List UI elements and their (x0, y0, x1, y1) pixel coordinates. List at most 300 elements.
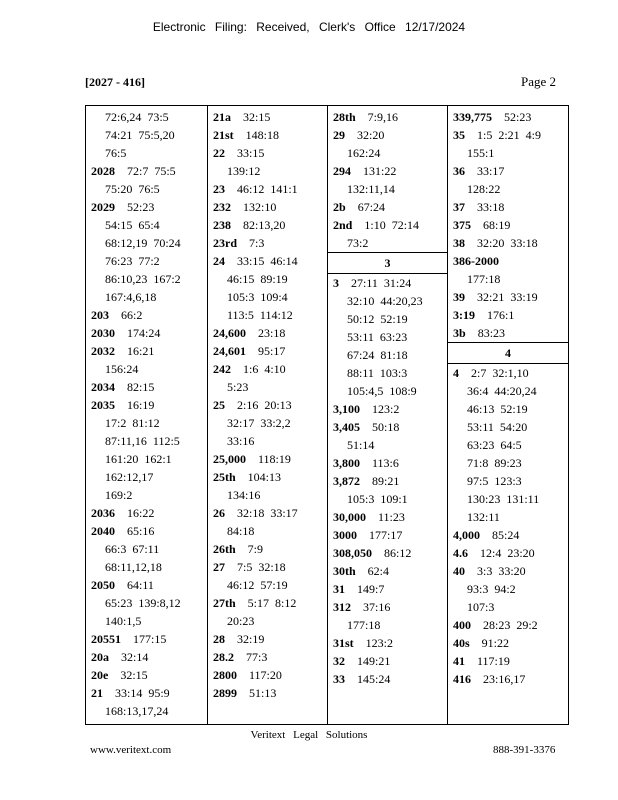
index-term: 416 (453, 672, 471, 686)
footer-phone: 888-391-3376 (493, 744, 556, 756)
index-continuation (91, 288, 207, 306)
index-continuation (213, 414, 327, 432)
index-term: 3,405 (333, 420, 360, 434)
page-line-refs: 63:23 64:5 (467, 438, 522, 452)
index-term: 294 (333, 164, 351, 178)
index-entry (213, 144, 327, 162)
page-line-refs: 33:14 95:9 (115, 686, 170, 700)
index-continuation (453, 472, 568, 490)
index-term: 29 (333, 128, 345, 142)
index-entry (453, 126, 568, 144)
page-line-refs: 177:18 (467, 272, 501, 286)
page-line-refs: 85:24 (492, 528, 520, 542)
index-continuation (333, 490, 447, 508)
page-line-refs: 65:16 (127, 524, 155, 538)
page-line-refs: 66:2 (121, 308, 143, 322)
index-entry (333, 652, 447, 670)
index-term: 22 (213, 146, 225, 160)
page-line-refs: 28:23 29:2 (483, 618, 538, 632)
index-entry (91, 162, 207, 180)
index-entry (333, 598, 447, 616)
index-continuation (333, 364, 447, 382)
page-line-refs: 83:23 (477, 326, 506, 340)
page-line-refs: 105:3 109:4 (227, 290, 288, 304)
index-continuation (213, 612, 327, 630)
index-term: 21st (213, 128, 234, 142)
page-line-refs: 5:17 8:12 (247, 596, 297, 610)
index-continuation (91, 216, 207, 234)
page-line-refs: 27:11 31:24 (351, 276, 412, 290)
page-line-refs: 1:5 2:21 4:9 (477, 128, 542, 142)
index-continuation (453, 490, 568, 508)
index-term: 25th (213, 470, 236, 484)
page-line-refs: 62:4 (367, 564, 390, 578)
page-line-refs: 2:7 32:1,10 (471, 366, 529, 380)
index-entry (91, 576, 207, 594)
index-term: 203 (91, 308, 109, 322)
page-line-refs: 66:3 67:11 (105, 542, 160, 556)
index-continuation (213, 522, 327, 540)
page-line-refs: 7:3 (249, 236, 265, 250)
index-continuation (213, 270, 327, 288)
page-line-refs: 2:16 20:13 (237, 398, 292, 412)
index-entry (333, 544, 447, 562)
page-line-refs: 155:1 (467, 146, 495, 160)
index-entry (333, 526, 447, 544)
index-continuation (91, 144, 207, 162)
index-term: 2b (333, 200, 346, 214)
index-continuation (213, 162, 327, 180)
page-line-refs: 77:3 (246, 650, 268, 664)
index-term: 37 (453, 200, 465, 214)
index-continuation (213, 576, 327, 594)
index-entry (333, 634, 447, 652)
index-term: 24 (213, 254, 225, 268)
index-term: 32 (333, 654, 345, 668)
page-line-refs: 76:23 77:2 (105, 254, 160, 268)
page-line-refs: 162:24 (347, 146, 381, 160)
page-line-refs: 33:15 (237, 146, 265, 160)
index-continuation (333, 180, 447, 198)
index-term: 31 (333, 582, 345, 596)
index-entry (333, 162, 447, 180)
index-continuation (91, 450, 207, 468)
index-entry (213, 216, 327, 234)
page-line-refs: 140:1,5 (105, 614, 142, 628)
footer-website: www.veritext.com (90, 744, 172, 756)
page-line-refs: 68:12,19 70:24 (105, 236, 181, 250)
index-term: 2nd (333, 218, 353, 232)
index-term: 24,600 (213, 326, 246, 340)
index-term: 3b (453, 326, 466, 340)
page-line-refs: 89:21 (372, 474, 400, 488)
index-term: 25,000 (213, 452, 246, 466)
page-line-refs: 50:12 52:19 (347, 312, 408, 326)
index-entry (453, 364, 568, 382)
case-number: [2027 - 416] (85, 75, 145, 89)
index-term: 3,872 (333, 474, 360, 488)
index-entry (333, 108, 447, 126)
index-continuation (333, 382, 447, 400)
page-line-refs: 32:18 33:17 (237, 506, 298, 520)
index-entry (453, 562, 568, 580)
index-term: 375 (453, 218, 471, 232)
page-number: Page 2 (521, 74, 557, 89)
index-continuation (213, 432, 327, 450)
index-entry (333, 400, 447, 418)
index-term: 27 (213, 560, 225, 574)
page-line-refs: 32:17 33:2,2 (227, 416, 291, 430)
page-line-refs: 5:23 (227, 380, 249, 394)
word-index-table (85, 105, 569, 725)
index-continuation (333, 616, 447, 634)
page-line-refs: 104:13 (247, 470, 282, 484)
index-continuation (213, 288, 327, 306)
index-continuation (453, 270, 568, 288)
index-term: 21a (213, 110, 231, 124)
index-continuation (453, 382, 568, 400)
page-line-refs: 149:21 (357, 654, 391, 668)
page-line-refs: 16:22 (127, 506, 155, 520)
index-entry (453, 634, 568, 652)
index-continuation (91, 252, 207, 270)
page-line-refs: 149:7 (357, 582, 385, 596)
page-line-refs: 11:23 (378, 510, 405, 524)
index-continuation (213, 378, 327, 396)
page-line-refs: 97:5 123:3 (467, 474, 522, 488)
index-continuation (91, 612, 207, 630)
page-line-refs: 177:18 (347, 618, 381, 632)
page-line-refs: 93:3 94:2 (467, 582, 516, 596)
index-term: 38 (453, 236, 465, 250)
index-entry (213, 630, 327, 648)
index-term: 23rd (213, 236, 237, 250)
page-line-refs: 65:23 139:8,12 (105, 596, 181, 610)
index-entry (453, 670, 568, 688)
index-continuation (453, 180, 568, 198)
page-line-refs: 71:8 89:23 (467, 456, 522, 470)
index-term: 339,775 (453, 110, 492, 124)
page-line-refs: 7:5 32:18 (237, 560, 286, 574)
index-entry (453, 526, 568, 544)
page-line-refs: 123:2 (372, 402, 400, 416)
index-entry (453, 108, 568, 126)
index-entry (213, 108, 327, 126)
index-entry (333, 216, 447, 234)
page-line-refs: 132:11 (467, 510, 500, 524)
index-entry (213, 180, 327, 198)
index-term: 21 (91, 686, 103, 700)
index-term: 242 (213, 362, 231, 376)
index-entry (91, 378, 207, 396)
index-continuation (333, 310, 447, 328)
page-line-refs: 72:7 75:5 (127, 164, 176, 178)
index-term: 3,100 (333, 402, 360, 416)
index-term: 28th (333, 110, 356, 124)
index-term: 2028 (91, 164, 115, 178)
page-line-refs: 177:17 (369, 528, 403, 542)
index-term: 24,601 (213, 344, 246, 358)
index-entry (213, 234, 327, 252)
page-line-refs: 52:23 (127, 200, 155, 214)
page-line-refs: 46:13 52:19 (467, 402, 528, 416)
index-term: 41 (453, 654, 465, 668)
page-line-refs: 67:24 81:18 (347, 348, 408, 362)
index-term: 2034 (91, 380, 115, 394)
index-entry (91, 198, 207, 216)
index-continuation (213, 306, 327, 324)
index-entry (91, 648, 207, 666)
index-term: 2032 (91, 344, 115, 358)
index-term: 3,800 (333, 456, 360, 470)
page-line-refs: 32:15 (120, 668, 148, 682)
index-entry (91, 396, 207, 414)
index-entry (91, 504, 207, 522)
page-line-refs: 75:20 76:5 (105, 182, 160, 196)
page-line-refs: 169:2 (105, 488, 133, 502)
index-entry (453, 252, 568, 270)
page-line-refs: 105:4,5 108:9 (347, 384, 417, 398)
index-entry (91, 522, 207, 540)
page-line-refs: 50:18 (372, 420, 400, 434)
page-line-refs: 53:11 54:20 (467, 420, 528, 434)
page-line-refs: 51:13 (249, 686, 277, 700)
index-entry (213, 360, 327, 378)
page-line-refs: 36:4 44:20,24 (467, 384, 537, 398)
index-term: 2800 (213, 668, 237, 682)
index-term: 39 (453, 290, 465, 304)
page-line-refs: 174:24 (127, 326, 161, 340)
index-entry (453, 216, 568, 234)
index-term: 4 (453, 366, 459, 380)
index-continuation (453, 400, 568, 418)
page-line-refs: 32:14 (121, 650, 149, 664)
index-entry (333, 198, 447, 216)
page-line-refs: 162:12,17 (105, 470, 154, 484)
page-line-refs: 32:20 33:18 (477, 236, 538, 250)
index-column-3 (327, 106, 447, 724)
index-continuation (91, 108, 207, 126)
page-line-refs: 67:24 (357, 200, 386, 214)
index-entry (333, 418, 447, 436)
index-entry (213, 558, 327, 576)
page-line-refs: 37:16 (363, 600, 391, 614)
index-entry (91, 684, 207, 702)
page-line-refs: 68:11,12,18 (105, 560, 162, 574)
index-entry (333, 472, 447, 490)
index-term: 36 (453, 164, 465, 178)
index-term: 20a (91, 650, 109, 664)
index-term: 2035 (91, 398, 115, 412)
page-line-refs: 161:20 162:1 (105, 452, 172, 466)
index-entry (333, 454, 447, 472)
page-line-refs: 32:10 44:20,23 (347, 294, 423, 308)
filing-stamp: Electronic Filing: Received, Clerk's Office 12/17/2024 (152, 20, 466, 34)
index-continuation (91, 414, 207, 432)
index-term: 3:19 (453, 308, 475, 322)
index-entry (453, 162, 568, 180)
index-continuation (333, 328, 447, 346)
page-line-refs: 32:15 (243, 110, 271, 124)
index-continuation (91, 486, 207, 504)
index-term: 4,000 (453, 528, 480, 542)
index-entry (91, 630, 207, 648)
index-term: 20e (91, 668, 109, 682)
page-line-refs: 74:21 75:5,20 (105, 128, 175, 142)
page-line-refs: 123:2 (365, 636, 394, 650)
page-line-refs: 1:6 4:10 (243, 362, 286, 376)
index-continuation (453, 436, 568, 454)
index-entry (213, 540, 327, 558)
index-entry (213, 648, 327, 666)
index-term: 308,050 (333, 546, 372, 560)
index-term: 3 (333, 276, 339, 290)
index-term: 26 (213, 506, 225, 520)
index-term: 31st (333, 636, 354, 650)
index-continuation (91, 180, 207, 198)
page-line-refs: 51:14 (347, 438, 375, 452)
index-term: 33 (333, 672, 345, 686)
index-term: 30,000 (333, 510, 366, 524)
page-line-refs: 128:22 (467, 182, 501, 196)
index-entry (453, 652, 568, 670)
index-continuation (453, 598, 568, 616)
page-line-refs: 64:11 (127, 578, 154, 592)
index-entry (333, 580, 447, 598)
page-line-refs: 131:22 (363, 164, 397, 178)
index-entry (333, 126, 447, 144)
index-term: 312 (333, 600, 351, 614)
page-line-refs: 86:10,23 167:2 (105, 272, 181, 286)
page-line-refs: 113:6 (372, 456, 399, 470)
index-entry (453, 544, 568, 562)
page-line-refs: 46:12 141:1 (237, 182, 298, 196)
index-continuation (333, 346, 447, 364)
page-line-refs: 168:13,17,24 (105, 704, 169, 718)
page-line-refs: 7:9,16 (367, 110, 399, 124)
index-continuation (333, 292, 447, 310)
page-line-refs: 20:23 (227, 614, 255, 628)
index-term: 40 (453, 564, 465, 578)
page-line-refs: 12:4 23:20 (480, 546, 535, 560)
page-line-refs: 134:16 (227, 488, 261, 502)
page-line-refs: 33:18 (477, 200, 505, 214)
page-line-refs: 88:11 103:3 (347, 366, 408, 380)
page-line-refs: 95:17 (258, 344, 286, 358)
index-term: 28.2 (213, 650, 234, 664)
section-header: 4 (448, 342, 568, 364)
page-line-refs: 117:20 (249, 668, 282, 682)
page-line-refs: 177:15 (133, 632, 167, 646)
page-line-refs: 16:21 (127, 344, 155, 358)
page-line-refs: 107:3 (467, 600, 495, 614)
index-entry (213, 126, 327, 144)
page-line-refs: 167:4,6,18 (105, 290, 157, 304)
index-column-4 (447, 106, 568, 724)
page-line-refs: 23:18 (258, 326, 286, 340)
page-line-refs: 32:20 (357, 128, 385, 142)
index-entry (213, 684, 327, 702)
page-line-refs: 132:11,14 (347, 182, 395, 196)
index-entry (91, 306, 207, 324)
index-continuation (453, 508, 568, 526)
index-term: 40s (453, 636, 470, 650)
page-line-refs: 176:1 (487, 308, 515, 322)
index-term: 238 (213, 218, 231, 232)
index-term: 3000 (333, 528, 357, 542)
index-entry (91, 342, 207, 360)
index-entry (333, 508, 447, 526)
index-continuation (91, 126, 207, 144)
index-continuation (91, 270, 207, 288)
index-term: 2040 (91, 524, 115, 538)
index-entry (333, 274, 447, 292)
index-entry (213, 396, 327, 414)
page-line-refs: 23:16,17 (483, 672, 526, 686)
index-term: 35 (453, 128, 465, 142)
index-entry (333, 562, 447, 580)
index-entry (91, 666, 207, 684)
index-continuation (91, 702, 207, 720)
index-term: 2029 (91, 200, 115, 214)
page-line-refs: 117:19 (477, 654, 510, 668)
index-entry (213, 342, 327, 360)
page-line-refs: 139:12 (227, 164, 261, 178)
index-continuation (453, 418, 568, 436)
index-term: 26th (213, 542, 236, 556)
index-continuation (213, 486, 327, 504)
index-continuation (91, 468, 207, 486)
index-term: 27th (213, 596, 236, 610)
index-term: 2899 (213, 686, 237, 700)
page-line-refs: 86:12 (384, 546, 412, 560)
page-line-refs: 33:17 (477, 164, 505, 178)
page-line-refs: 105:3 109:1 (347, 492, 408, 506)
page-line-refs: 53:11 63:23 (347, 330, 408, 344)
index-continuation (91, 558, 207, 576)
page-line-refs: 82:13,20 (243, 218, 286, 232)
page-line-refs: 132:10 (243, 200, 277, 214)
page-line-refs: 130:23 131:11 (467, 492, 540, 506)
index-entry (213, 468, 327, 486)
index-term: 30th (333, 564, 356, 578)
index-continuation (91, 234, 207, 252)
page-line-refs: 87:11,16 112:5 (105, 434, 180, 448)
page-line-refs: 46:15 89:19 (227, 272, 288, 286)
page-line-refs: 32:21 33:19 (477, 290, 538, 304)
page-line-refs: 118:19 (258, 452, 291, 466)
index-term: 20551 (91, 632, 121, 646)
page-line-refs: 1:10 72:14 (364, 218, 420, 232)
index-entry (213, 504, 327, 522)
index-entry (91, 324, 207, 342)
index-term: 2036 (91, 506, 115, 520)
index-term: 28 (213, 632, 225, 646)
index-column-1 (86, 106, 207, 724)
index-continuation (333, 436, 447, 454)
page-line-refs: 33:15 46:14 (237, 254, 298, 268)
index-entry (213, 252, 327, 270)
index-entry (213, 450, 327, 468)
page-line-refs: 46:12 57:19 (227, 578, 288, 592)
index-term: 386-2000 (453, 254, 499, 268)
index-continuation (453, 580, 568, 598)
index-term: 2050 (91, 578, 115, 592)
page-line-refs: 68:19 (483, 218, 511, 232)
index-entry (213, 666, 327, 684)
index-continuation (91, 594, 207, 612)
index-entry (453, 616, 568, 634)
